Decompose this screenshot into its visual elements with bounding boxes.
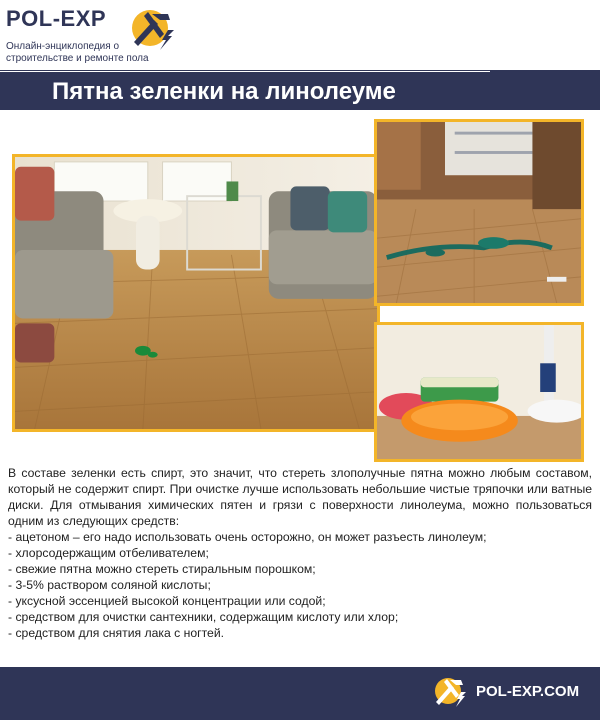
list-item: - уксусной эссенцией высокой концентрации или содой; <box>8 594 326 608</box>
intro-paragraph: В составе зеленки есть спирт, это значит, что стереть злополучные пятна можно любым составом, который не содержит спирт. При очистке лучше использовать небольшие чистые тряпочки или ватные диски. Для отмывания химических пятен и грязи с поверхности линолеума, можно пользоваться одним из следующих средств: <box>8 466 592 528</box>
logo-subtitle: Онлайн-энциклопедия о строительстве и ремонте пола <box>6 41 149 64</box>
hammer-wrench-lightning-icon <box>430 675 470 707</box>
page-title: Пятна зеленки на линолеуме <box>52 78 396 105</box>
list-item: - средством для очистки сантехники, содержащим кислоту или хлор; <box>8 610 399 624</box>
list-item: - ацетоном – его надо использовать очень осторожно, он может разъесть линолеум; <box>8 530 487 544</box>
green-stain-floor-photo <box>374 119 584 306</box>
list-item: - 3-5% раствором соляной кислоты; <box>8 578 211 592</box>
header <box>0 0 600 70</box>
logo[interactable] <box>0 0 190 70</box>
title-bar <box>0 71 490 110</box>
living-room-floor-photo <box>12 154 380 432</box>
article-text <box>8 465 592 641</box>
logo-title: POL-EXP <box>6 6 107 31</box>
cleaning-supplies-photo <box>374 322 584 462</box>
list-item: - свежие пятна можно стереть стиральным порошком; <box>8 562 316 576</box>
list-item: - средством для снятия лака с ногтей. <box>8 626 225 640</box>
footer-site-link[interactable]: POL-EXP.COM <box>476 683 580 700</box>
list-item: - хлорсодержащим отбеливателем; <box>8 546 209 560</box>
